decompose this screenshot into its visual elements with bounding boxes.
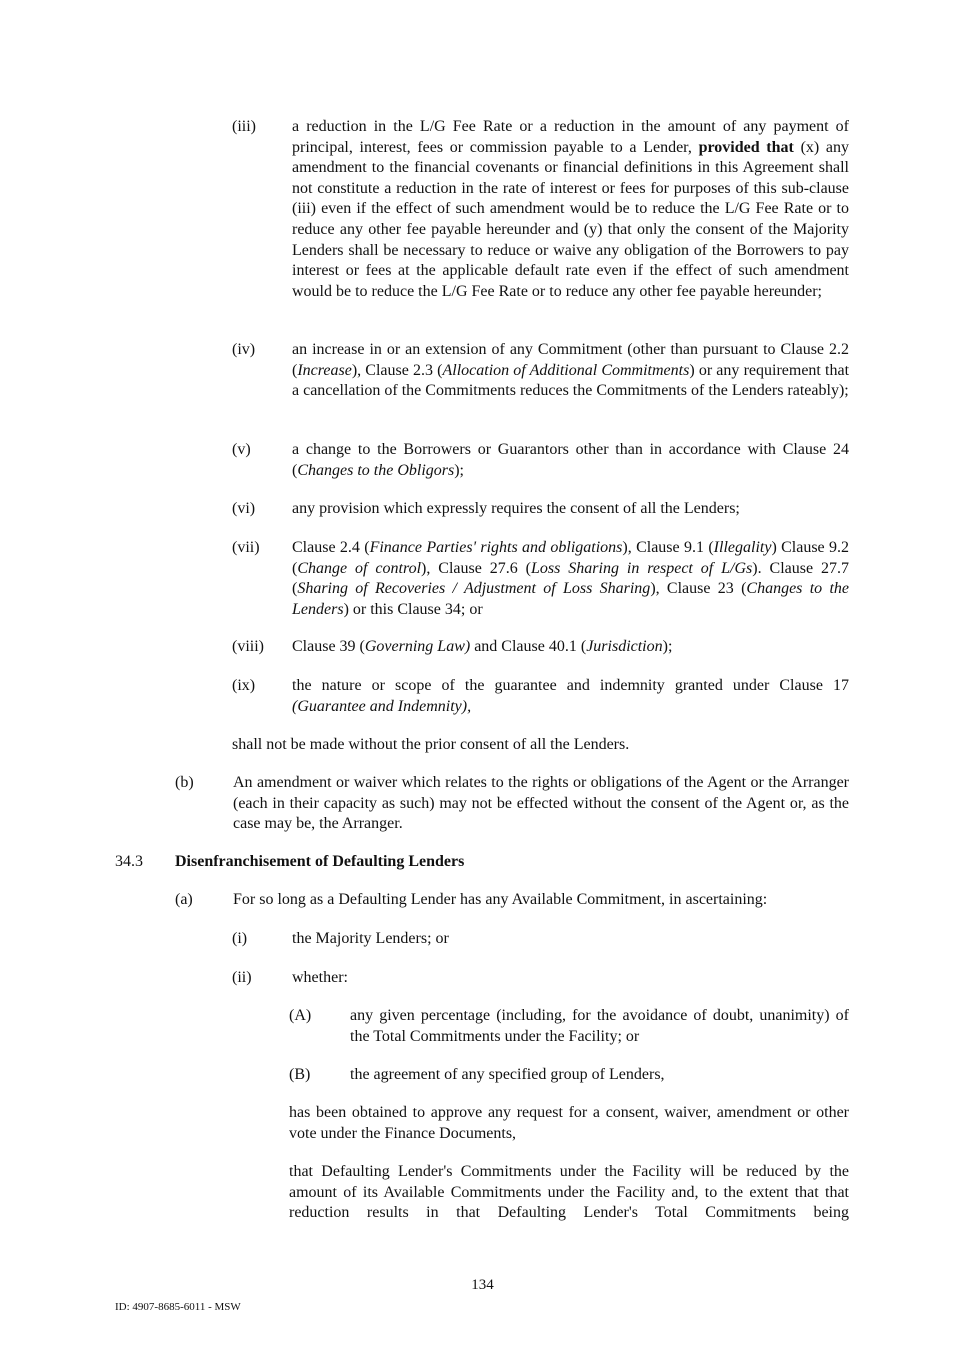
clause-text: [175, 852, 849, 873]
text-segment: (x) any amendment to the financial covenants or financial definitions in this Agreement shall not constitute a reduction in the rate of interest or fees for purposes of this sub-clause (iii) even if the effect of such amendment would be to reduce the L/G Fee Rate or to reduce any other fee payable hereunder and (y) that only the consent of the Majority Lenders shall be necessary to reduce or waive any obligation of the Borrowers to pay interest or fees at the applicable default rate even if the effect of such amendment would be to reduce the L/G Fee Rate or to reduce any other fee payable hereunder;: [292, 138, 850, 300]
text-segment: the agreement of any specified group of Lenders,: [350, 1066, 665, 1083]
text-segment: has been obtained to approve any request for a consent, waiver, amendment or other vote under the Finance Documents,: [289, 1104, 849, 1142]
italic-reference: Changes to the Obligors: [297, 461, 455, 479]
clause-number: (iv): [232, 341, 256, 358]
clause-text: [233, 773, 849, 835]
text-segment: );: [662, 638, 673, 655]
clause-text: [289, 1162, 849, 1224]
clause-text: [292, 440, 849, 481]
italic-reference: Changes to the Lenders: [292, 580, 849, 618]
text-segment: ), Clause 2.3 (: [351, 361, 443, 379]
text-segment: any provision which expressly requires the consent of all the Lenders;: [292, 500, 740, 517]
clause-number: (i): [232, 930, 248, 947]
italic-reference: (Guarantee and Indemnity),: [292, 697, 472, 715]
text-segment: that Defaulting Lender's Commitments under the Facility will be reduced by the amount of its Available Commitments under the Facility and, to the extent that that reduction results in that Defaulting Lender's Total Commitments being: [289, 1163, 849, 1222]
text-segment: Clause 39 (: [292, 638, 365, 655]
text-segment: the Majority Lenders; or: [292, 930, 449, 947]
italic-reference: Sharing of Recoveries / Adjustment of Loss Sharing: [297, 580, 651, 598]
document-id: ID: 4907-8685-6011 - MSW: [115, 1301, 241, 1313]
clause-text: [292, 538, 849, 620]
text-segment: Clause 2.4 (: [292, 539, 370, 556]
bold-text: provided that: [698, 138, 794, 156]
clause-number: (vi): [232, 500, 256, 517]
italic-reference: Illegality: [713, 539, 772, 556]
clause-text: [292, 637, 849, 658]
text-segment: For so long as a Defaulting Lender has any Available Commitment, in ascertaining:: [233, 891, 768, 908]
clause-number: 34.3: [115, 853, 143, 870]
clause-text: [292, 968, 849, 989]
clause-text: [350, 1006, 849, 1047]
text-segment: a reduction in the L/G Fee Rate or a reduction in the amount of any payment of principal, interest, fees or commission payable to a Lender,: [292, 118, 849, 156]
italic-reference: Jurisdiction: [586, 638, 663, 655]
clause-number: (v): [232, 441, 251, 458]
clause-number: (viii): [232, 638, 264, 655]
text-segment: ) or this Clause 34; or: [343, 600, 483, 618]
text-segment: an increase in or an extension of any Commitment (other than pursuant to Clause 2.2 (: [292, 341, 849, 379]
text-segment: ), Clause 23 (: [650, 580, 747, 598]
clause-text: [233, 890, 849, 911]
text-segment: shall not be made without the prior consent of all the Lenders.: [232, 736, 630, 753]
text-segment: ) or any requirement that a cancellation of the Commitments reduces the Commitments of the Lenders rateably);: [292, 361, 850, 400]
clause-text: [232, 735, 849, 756]
clause-number: (a): [175, 891, 193, 908]
text-segment: ), Clause 9.1 (: [622, 539, 714, 556]
clause-text: [292, 929, 849, 950]
italic-reference: Loss Sharing in respect of L/Gs: [531, 559, 753, 577]
clause-text: [289, 1103, 849, 1144]
text-segment: a change to the Borrowers or Guarantors other than in accordance with Clause 24 (: [292, 441, 849, 479]
italic-reference: Increase: [297, 361, 352, 379]
clause-number: (ii): [232, 969, 252, 986]
clause-number: (iii): [232, 118, 256, 135]
text-segment: and Clause 40.1 (: [470, 638, 587, 655]
text-segment: any given percentage (including, for the avoidance of doubt, unanimity) of the Total Commitments under the Facility; or: [350, 1007, 849, 1045]
clause-number: (b): [175, 774, 194, 791]
clause-text: [292, 499, 849, 520]
text-segment: ) Clause 9.2 (: [292, 539, 850, 577]
text-segment: ). Clause 27.7 (: [292, 559, 850, 598]
clause-text: [292, 340, 849, 402]
text-segment: An amendment or waiver which relates to the rights or obligations of the Agent or the Arranger (each in their capacity as such) may not be effected without the consent of the Agent or, as the case may be, the Arranger.: [233, 774, 849, 833]
clause-text: [292, 676, 849, 717]
bold-text: Disenfranchisement of Defaulting Lenders: [175, 853, 465, 870]
clause-text: [292, 117, 849, 302]
italic-reference: Finance Parties' rights and obligations: [369, 539, 623, 556]
clause-text: [350, 1065, 849, 1086]
text-segment: whether:: [292, 969, 348, 986]
text-segment: ), Clause 27.6 (: [421, 559, 532, 577]
italic-reference: Change of control: [297, 559, 422, 577]
text-segment: the nature or scope of the guarantee and indemnity granted under Clause 17: [292, 677, 849, 694]
italic-reference: Allocation of Additional Commitments: [442, 361, 690, 379]
text-segment: );: [454, 461, 464, 479]
clause-number: (B): [289, 1066, 311, 1083]
clause-number: (A): [289, 1007, 312, 1024]
italic-reference: Governing Law): [364, 638, 471, 655]
page-number: 134: [471, 1277, 494, 1293]
clause-number: (ix): [232, 677, 256, 694]
clause-number: (vii): [232, 539, 260, 556]
